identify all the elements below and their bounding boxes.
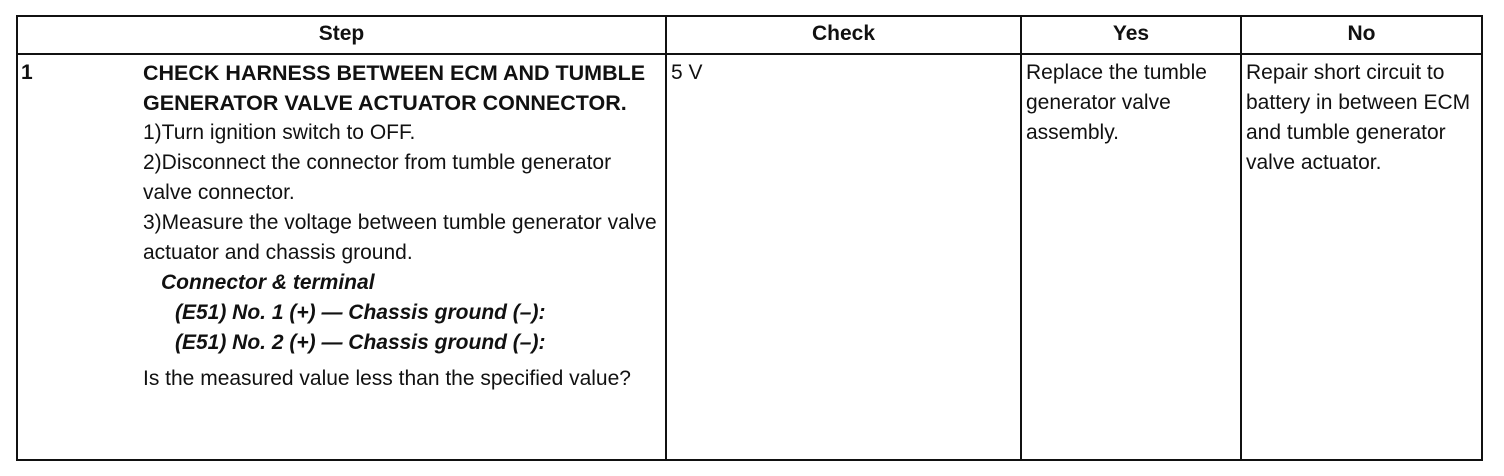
step-number: 1: [21, 61, 33, 84]
step-question: Is the measured value less than the specified value?: [143, 367, 631, 390]
yes-action: Replace the tumble generator valve assembly.: [1026, 61, 1207, 144]
header-step: Step: [17, 16, 666, 54]
instruction-1: 1)Turn ignition switch to OFF.: [143, 121, 416, 144]
instruction-2: 2)Disconnect the connector from tumble generator valve connector.: [143, 151, 612, 204]
table-header-row: [17, 16, 1482, 54]
step-title: CHECK HARNESS BETWEEN ECM AND TUMBLE GENERATOR VALVE ACTUATOR CONNECTOR.: [143, 61, 646, 115]
step-body: [18, 55, 665, 394]
no-action: Repair short circuit to battery in between ECM and tumble generator valve actuator.: [1246, 61, 1471, 174]
check-cell: [666, 54, 1021, 460]
header-check: Check: [666, 16, 1021, 54]
diagnostic-table: [16, 15, 1483, 461]
yes-cell: [1021, 54, 1241, 460]
no-cell: [1241, 54, 1482, 460]
instruction-3: 3)Measure the voltage between tumble generator valve actuator and chassis ground.: [143, 211, 657, 264]
connector-heading: Connector & terminal: [161, 271, 375, 294]
connector-line-2: (E51) No. 2 (+) — Chassis ground (–):: [175, 331, 546, 354]
header-yes: Yes: [1021, 16, 1241, 54]
table-row: [17, 54, 1482, 460]
check-value: 5 V: [671, 61, 703, 84]
connector-line-1: (E51) No. 1 (+) — Chassis ground (–):: [175, 301, 546, 324]
header-no: No: [1241, 16, 1482, 54]
step-cell: [17, 54, 666, 460]
